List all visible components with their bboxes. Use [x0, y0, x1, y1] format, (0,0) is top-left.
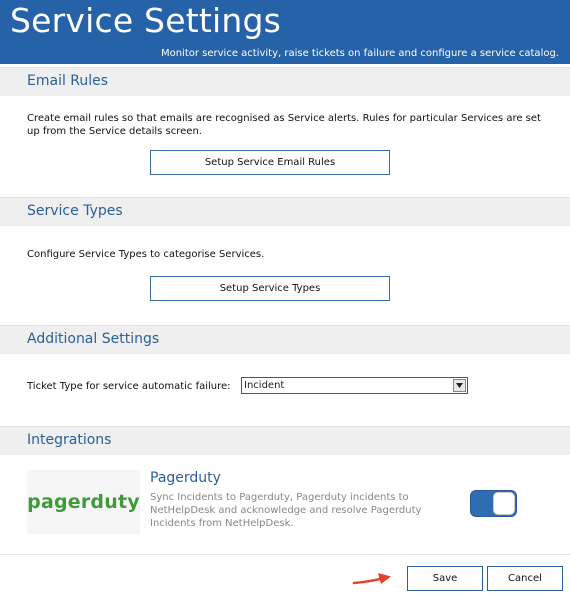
page-subtitle: Monitor service activity, raise tickets on failure and configure a service catalog. [160, 48, 559, 59]
email-rules-title: Email Rules [27, 73, 109, 89]
pagerduty-title: Pagerduty [150, 470, 221, 486]
ticket-type-label: Ticket Type for service automatic failure: [27, 381, 231, 392]
ticket-type-selected-value: Incident [244, 380, 285, 391]
arrow-right-icon [352, 571, 394, 587]
ticket-type-select[interactable] [241, 377, 468, 394]
email-rules-section-header [0, 67, 570, 96]
integrations-title: Integrations [27, 432, 112, 448]
service-types-description: Configure Service Types to categorise Services. [27, 249, 265, 260]
pagerduty-logo [27, 470, 140, 534]
pagerduty-logo-text: pagerduty [27, 491, 140, 513]
email-rules-description: Create email rules so that emails are recognised as Service alerts. Rules for particular Services are set up from the Service details screen. [27, 113, 541, 137]
additional-settings-section-header [0, 325, 570, 354]
pagerduty-toggle[interactable] [470, 490, 517, 517]
service-types-title: Service Types [27, 203, 123, 219]
page-header [0, 0, 570, 64]
setup-service-types-button[interactable]: Setup Service Types [150, 276, 390, 301]
toggle-knob [493, 492, 515, 515]
page-title: Service Settings [10, 1, 282, 40]
footer-divider [0, 554, 570, 555]
integrations-section-header [0, 426, 570, 455]
service-types-section-header [0, 197, 570, 226]
additional-settings-title: Additional Settings [27, 331, 160, 347]
save-button[interactable]: Save [407, 566, 483, 591]
setup-service-email-rules-button[interactable]: Setup Service Email Rules [150, 150, 390, 175]
cancel-button[interactable]: Cancel [487, 566, 563, 591]
pagerduty-description: Sync Incidents to Pagerduty, Pagerduty incidents to NetHelpDesk and acknowledge and resolve Pagerduty Incidents from NetHelpDesk. [150, 492, 422, 529]
chevron-down-icon[interactable] [453, 379, 466, 392]
